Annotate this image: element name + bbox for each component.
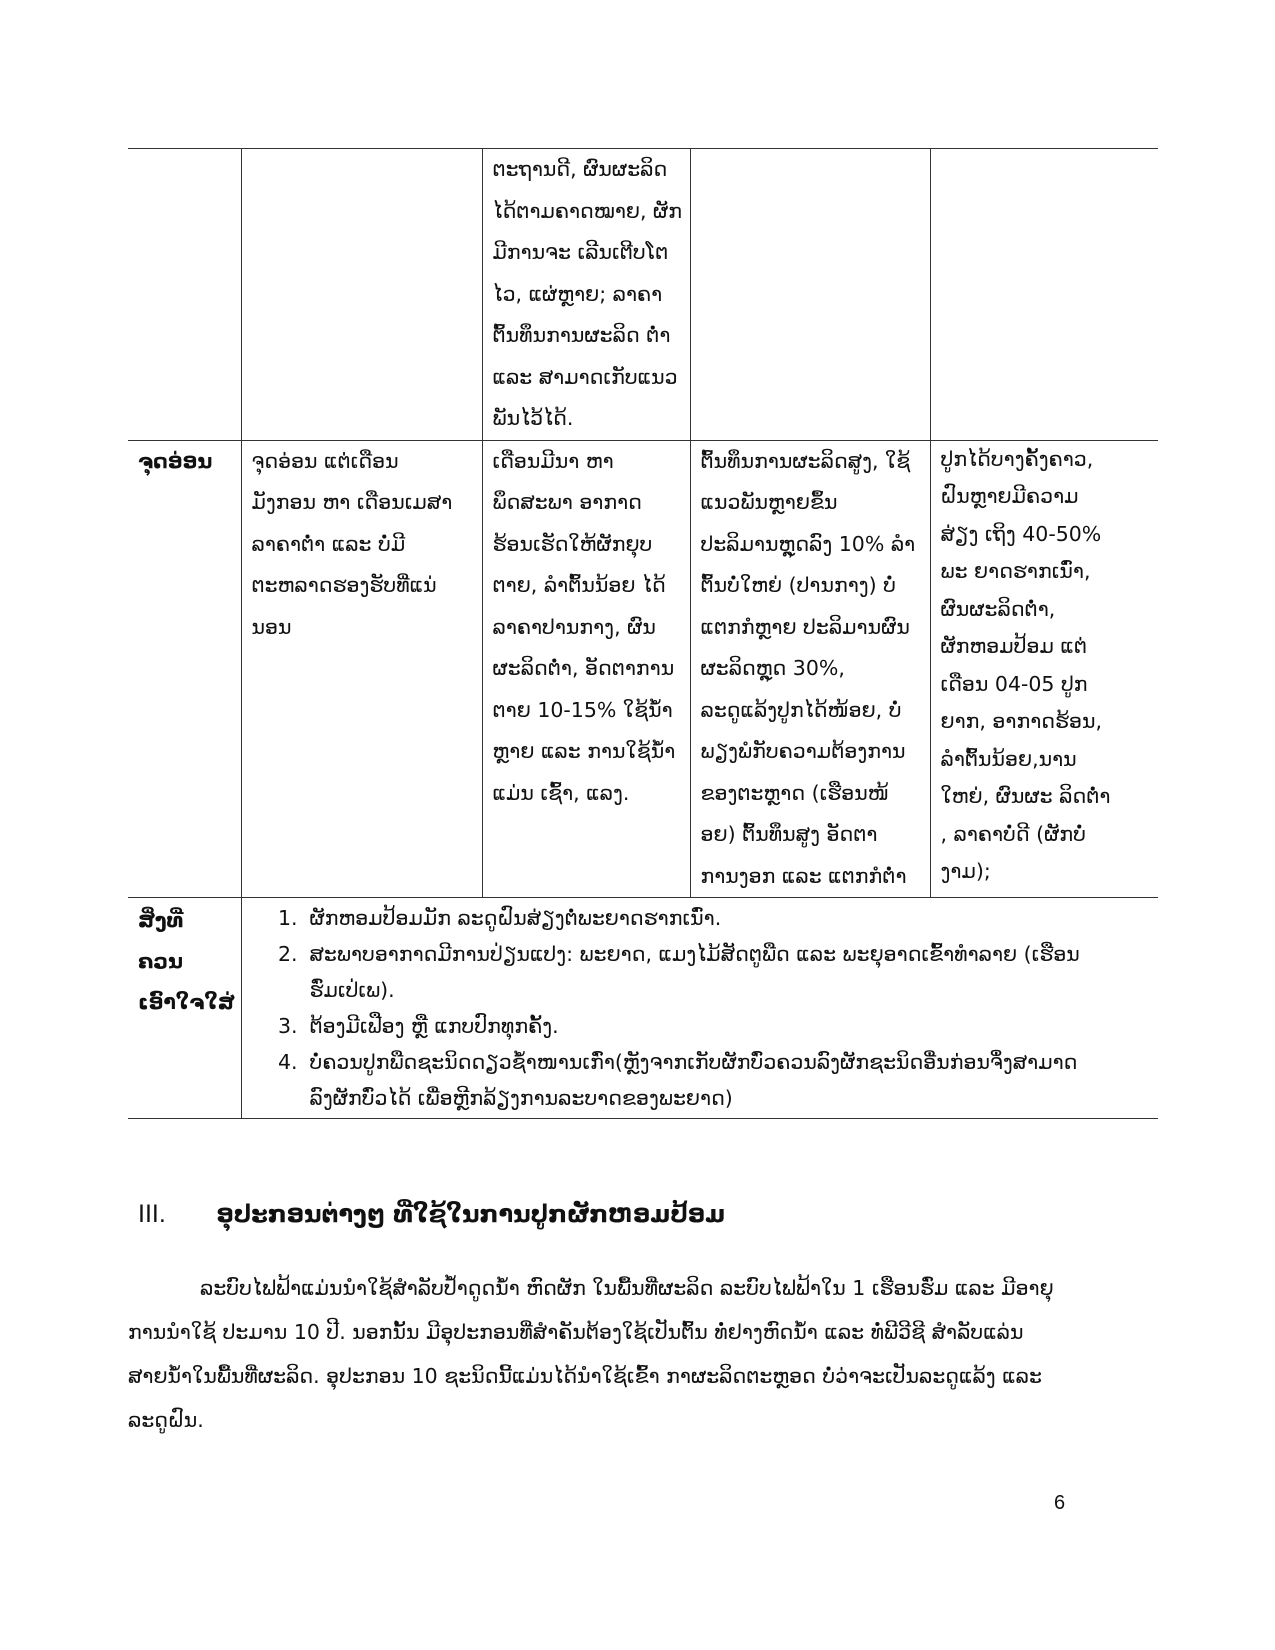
table-cell-weakness-col5 [930,440,1158,898]
cell-line: ຜັກຫອມປ້ອມ ແຕ່ [940,634,1087,658]
cell-line: ຂອງຕະຫຼາດ (ເຮືອນໜ້ [700,780,889,805]
cell-line: ອຍ) ຕົ້ນທຶນສູງ ອັດຕາ [700,822,878,846]
paragraph-line: ລະດູຝົນ. [128,1408,204,1432]
table-cell-strengths-continued [482,149,690,441]
cell-line: ຕະຖານດີ, ຜົນຜະລິດ [492,157,668,181]
cell-line: ໃຫຍ່, ຜົນຜະ ລິດຕໍ່າ [940,784,1111,808]
cell-line: ໄວ, ແຜ່ຫຼາຍ; ລາຄາ [492,281,663,306]
cell-line: ເດືອນມີນາ ຫາ [492,448,614,473]
row-label-weaknesses: ຈຸດອ່ອນ [128,440,241,898]
table-row-weaknesses [128,440,1158,898]
cell-line: ພັນໄວ້ໄດ້. [492,406,574,430]
cell-line: ຕາຍ, ລຳຕົ້ນນ້ອຍ ໄດ້ [492,573,666,597]
table-cell [690,149,930,441]
cell-line: ລາຄາປານກາງ, ຜົນ [492,614,656,639]
cell-line: ແລະ ສາມາດເກັບແນວ [492,364,678,389]
list-item: 3. ຕ້ອງມີເຟືອງ ຫຼື ແກບປົກທຸກຄັ້ງ. [277,1014,559,1038]
notes-list-cell [241,898,1158,1119]
cell-line: ຮ້ອນເຮັດໃຫ້ຜັກຍຸບ [492,531,653,556]
cell-line: ຕະຫລາດຮອງຮັບທີ່ແນ່ [251,573,437,597]
table-cell-weakness-col4 [690,440,930,898]
cell-line: ຕົ້ນບໍ່ໃຫຍ່ (ປານກາງ) ບໍ່ [700,573,896,597]
cell-line: ງາມ); [940,859,991,883]
table-cell [128,149,241,441]
cell-line: ລະດູແລ້ງປູກໄດ້ໜ້ອຍ, ບໍ່ [700,697,902,722]
cell-line: ພະ ຍາດຮາກເນົ່າ, [940,559,1091,583]
section-heading [138,1200,725,1229]
comparison-table [128,148,1158,1119]
cell-line: ຕົ້ນທຶນການຜະລິດ ຕໍ່າ [492,323,671,347]
page-number: 6 [1054,1492,1066,1514]
cell-line: ມັງກອນ ຫາ ເດືອນເມສາ [251,490,453,514]
cell-line: ພຶດສະພາ ອາກາດ [492,490,642,514]
cell-line: ຍາກ, ອາກາດຮ້ອນ, [940,709,1102,733]
section-title: ອຸປະກອນຕ່າງໆ ທີ່ໃຊ້ໃນການປູກຜັກຫອມປ້ອມ [216,1200,726,1228]
cell-line: ປະລິມານຫຼຸດລົງ 10% ລຳ [700,531,916,556]
cell-line: ຜະລິດຫຼຸດ 30%, [700,656,845,680]
cell-line: , ລາຄາບໍ່ດີ (ຜັກບໍ່ [940,821,1086,846]
cell-line: ຕາຍ 10-15% ໃຊ້ນ້ຳ [492,697,673,722]
cell-line: ເດືອນ 04-05 ປູກ [940,671,1088,696]
body-paragraph [128,1266,1133,1442]
row-label-notes: ສິ່ງທີ່ ຄວນ ເອົາໃຈໃສ່ [128,898,241,1119]
table-row-notes [128,898,1158,1119]
notes-list [252,900,1151,1116]
cell-line: ສ່ຽງ ເຖິງ 40-50% [940,521,1102,546]
cell-line: ມີການຈະ ເລີນເຕີບໂຕ [492,240,669,264]
list-item: 4. ບໍ່ຄວນປູກພືດຊະນິດດຽວຊ້ຳໜານເກົ່າ(ຫຼັງຈາກເກັບຜັກບົ່ວຄວນລົງຜັກຊະນິດອື່ນກ່ອນຈຶ່ງສາມາດ ລົງຜັກບົ່ວໄດ້ ເພື່ອຫຼີກລ້ຽງການລະບາດຂອງພະຍາດ) [277,1050,1078,1110]
paragraph-line: ລະບົບໄຟຟ້າແມ່ນນຳໃຊ້ສຳລັບປ້ຳດູດນ້ຳ ຫົດຜັກ ໃນພື້ນທີ່ຜະລິດ ລະບົບໄຟຟ້າໃນ 1 ເຮືອນຮົ່ມ ແລະ ມີອາຍຸ [200,1276,1054,1300]
cell-line: ຕົ້ນທຶນການຜະລິດສູງ, ໃຊ້ [700,448,911,473]
cell-line: ປູກໄດ້ບາງຄັ້ງຄາວ, [940,446,1094,471]
cell-line: ພຽງພໍກັບຄວາມຕ້ອງການ [700,739,906,763]
list-item: 2. ສະພາບອາກາດມີການປ່ຽນແປງ: ພະຍາດ, ແມງໄມ້ສັດຕູພືດ ແລະ ພະຍຸອາດເຂົ້າທຳລາຍ (ເຮືອນ ຮົ່ມເປ່ເພ). [277,942,1080,1002]
paragraph-line: ການນຳໃຊ້ ປະມານ 10 ປີ. ນອກນັ້ນ ມີອຸປະກອນທີ່ສຳຄັນຕ້ອງໃຊ້ເປັນຕົ້ນ ທໍ່ຢາງຫົດນ້ຳ ແລະ ທໍ່ພີວີຊີ ສຳລັບແລ່ນ [128,1320,1024,1344]
table-cell [930,149,1158,441]
cell-line: ຜົນຜະລິດຕໍ່າ, [940,596,1056,621]
cell-line: ນອນ [251,614,292,639]
cell-line: ໄດ້ຕາມຄາດໝາຍ, ຜັກ [492,198,683,223]
cell-line: ແມ່ນ ເຊົ້າ, ແລງ. [492,780,630,805]
cell-line: ແຕກກໍຫຼາຍ ປະລິມານຜົນ [700,614,910,639]
cell-line: ລຳຕົ້ນນ້ອຍ,ນານ [940,746,1077,771]
paragraph-line: ສາຍນ້ຳໃນພື້ນທີ່ຜະລິດ. ອຸປະກອນ 10 ຊະນິດນີ້ແມ່ນໄດ້ນຳໃຊ້ເຂົ້າ ກາຜະລິດຕະຫຼອດ ບໍ່ວ່າຈະເປັນລະດູແລ້ງ ແລະ [128,1364,1042,1388]
table-cell-weakness-col2 [241,440,482,898]
cell-line: ການງອກ ແລະ ແຕກກໍຕໍ່າ [700,863,907,888]
cell-line: ຈຸດອ່ອນ ແຕ່ເດືອນ [251,448,399,473]
list-item: 1. ຜັກຫອມປ້ອມມັກ ລະດູຝົນສ່ຽງຕໍ່ພະຍາດຮາກເນົ່າ. [277,906,722,930]
table-cell-weakness-col3 [482,440,690,898]
cell-line: ແນວພັນຫຼາຍຂຶ້ນ [700,490,838,514]
cell-line: ຫຼາຍ ແລະ ການໃຊ້ນ້ຳ [492,739,676,763]
section-number: III. [138,1200,166,1228]
cell-line: ລາຄາຕໍ່າ ແລະ ບໍ່ມີ [251,531,406,556]
cell-line: ຝົນຫຼາຍມີຄວາມ [940,484,1079,508]
table-cell [241,149,482,441]
table-row-continued [128,149,1158,441]
cell-line: ຜະລິດຕໍ່າ, ອັດຕາການ [492,656,675,680]
